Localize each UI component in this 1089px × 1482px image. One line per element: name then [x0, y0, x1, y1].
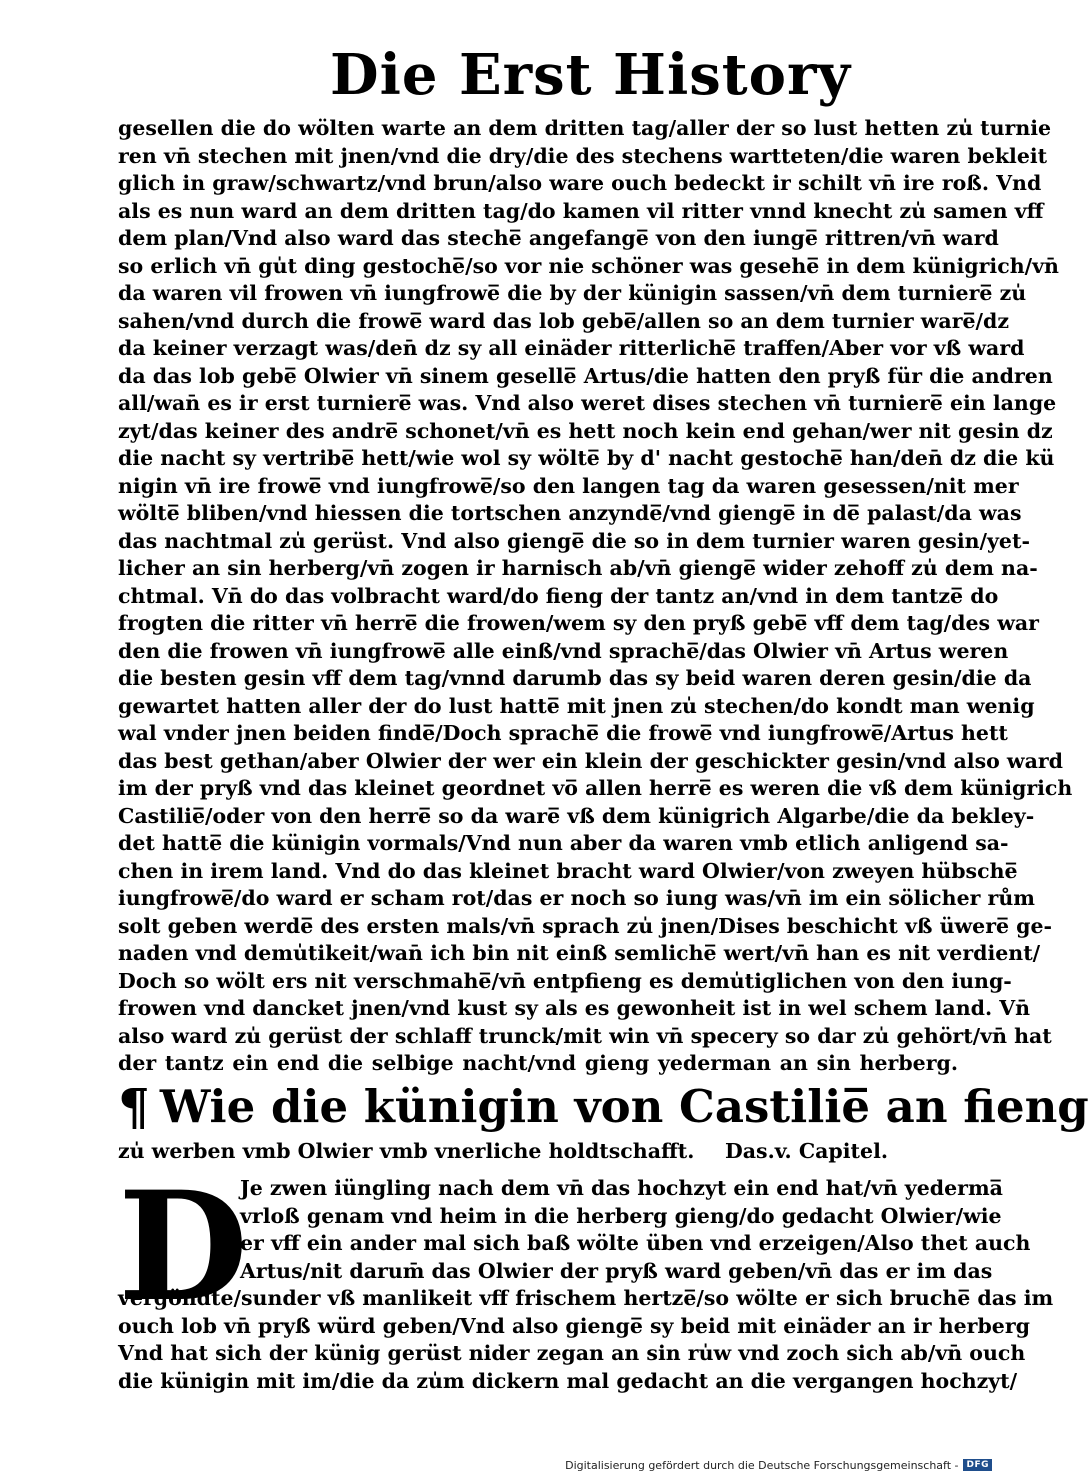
- text-line: so erlich vn̄ gu̍t ding gestoche̅/so vor nie schöner was gesehe̅ in dem künigrich/vn̄: [118, 253, 1059, 278]
- text-line: das nachtmal zu̍ gerüst. Vnd also gienge̅ die so in dem turnier waren gesin/yet-: [118, 528, 1030, 553]
- body-text: [118, 115, 1073, 1078]
- text-line: glich in graw/schwartz/vnd brun/also ware ouch bedeckt ir schilt vn̄ ire roß. Vnd: [118, 171, 1042, 195]
- text-line: als es nun ward an dem dritten tag/do kamen vil ritter vnnd knecht zu̍ samen vff: [118, 198, 1044, 223]
- text-line: licher an sin herberg/vn̄ zogen ir harnisch ab/vn̄ gienge̅ wider zehoff zu̍ dem na-: [118, 556, 1038, 580]
- text-line: dem plan/Vnd also ward das steche̅ angefange̅ von den iunge̅ rittren/vn̄ ward: [118, 226, 999, 250]
- text-line: frogten die ritter vn̄ herre̅ die frowen/wem sy den pryß gebe̅ vff dem tag/des war: [118, 611, 1039, 635]
- text-line: naden vnd demu̍tikeit/wan̄ ich bin nit einß semliche̅ wert/vn̄ han es nit verdient/: [118, 941, 1041, 965]
- dfg-logo: DFG: [963, 1459, 992, 1471]
- chapter-heading: [118, 1077, 1089, 1166]
- text-line: die nacht sy vertribe̅ hett/wie wol sy wölte̅ by d' nacht gestoche̅ han/den̄ dz die kü: [118, 446, 1055, 470]
- text-line: ren vn̄ stechen mit jnen/vnd die dry/die des stechens wartteten/die waren bekleit: [118, 143, 1048, 168]
- text-line: die künigin mit im/die da zu̍m dickern mal gedacht an die vergangen hochzyt/: [118, 1368, 1018, 1393]
- text-line: da waren vil frowen vn̄ iungfrowe̅ die by der künigin sassen/vn̄ dem turniere̅ zu̍: [118, 281, 1027, 305]
- text-line: gesellen die do wölten warte an dem dritten tag/aller der so lust hetten zu̍ turnie: [118, 116, 1052, 140]
- text-line: das best gethan/aber Olwier der wer ein klein der geschickter gesin/vnd also ward: [118, 748, 1063, 773]
- chapter-number: Das.v. Capitel.: [724, 1139, 888, 1163]
- digitization-footer: [565, 1456, 992, 1474]
- text-line: der tantz ein end die selbige nacht/vnd gieng yederman an sin herberg.: [118, 1051, 958, 1075]
- text-line: gewartet hatten aller der do lust hatte̅ mit jnen zu̍ stechen/do kondt man wenig: [118, 693, 1035, 718]
- text-line: wölte̅ bliben/vnd hiessen die tortschen anzynde̅/vnd gienge̅ in de̅ palast/da was: [118, 501, 1022, 525]
- text-line: vrloß genam vnd heim in die herberg gieng/do gedacht Olwier/wie: [240, 1203, 1002, 1228]
- footer-text: Digitalisierung gefördert durch die Deutsche Forschungsgemeinschaft -: [565, 1458, 959, 1472]
- pilcrow-icon: ¶: [118, 1077, 150, 1136]
- text-line: da keiner verzagt was/den̄ dz sy all einäder ritterliche̅ traffen/Aber vor vß ward: [118, 336, 1025, 360]
- text-line: den die frowen vn̄ iungfrowe̅ alle einß/vnd sprache̅/das Olwier vn̄ Artus weren: [118, 638, 1009, 663]
- text-line: frowen vnd dancket jnen/vnd kust sy als es gewonheit ist in wel schem land. Vn̄: [118, 996, 1031, 1020]
- chapter-subtitle-text: zu̍ werben vmb Olwier vmb vnerliche holdtschafft.: [118, 1139, 695, 1163]
- text-line: die besten gesin vff dem tag/vnnd darumb das sy beid waren deren gesin/die da: [118, 666, 1032, 690]
- text-line: chen in irem land. Vnd do das kleinet bracht ward Olwier/von zweyen hübsche̅: [118, 858, 1018, 883]
- chapter-title-text: Wie die künigin von Castilie̅ an fieng: [159, 1080, 1089, 1133]
- text-line: vergöndte/sunder vß manlikeit vff frischem hertze̅/so wölte er sich bruche̅ das im: [118, 1286, 1054, 1310]
- text-line: chtmal. Vn̄ do das volbracht ward/do fieng der tantz an/vnd in dem tantze̅ do: [118, 583, 999, 608]
- running-head: Die Erst History: [330, 42, 852, 108]
- text-line: det hatte̅ die künigin vormals/Vnd nun aber da waren vmb etlich anligend sa-: [118, 831, 1009, 855]
- text-line: wal vnder jnen beiden finde̅/Doch sprache̅ die frowe̅ vnd iungfrowe̅/Artus hett: [118, 721, 1008, 745]
- text-line: da das lob gebe̅ Olwier vn̄ sinem geselle̅ Artus/die hatten den pryß für die andren: [118, 363, 1053, 388]
- text-line: Artus/nit darum̄ das Olwier der pryß ward geben/vn̄ das er im das: [240, 1258, 993, 1283]
- text-line: Doch so wölt ers nit verschmahe̅/vn̄ entpfieng es demu̍tiglichen von den iung-: [118, 968, 1012, 993]
- text-line: im der pryß vnd das kleinet geordnet vo̅ allen herre̅ es weren die vß dem künigrich: [118, 776, 1073, 800]
- text-line: also ward zu̍ gerüst der schlaff trunck/mit win vn̄ specery so dar zu̍ gehört/vn̄ hat: [118, 1023, 1052, 1048]
- text-line: zyt/das keiner des andre̅ schonet/vn̄ es hett noch kein end gehan/wer nit gesin dz: [118, 418, 1053, 443]
- text-line: Je zwen iüngling nach dem vn̄ das hochzyt ein end hat/vn̄ yederma̅: [240, 1176, 1003, 1200]
- text-line: all/wan̄ es ir erst turniere̅ was. Vnd also weret dises stechen vn̄ turniere̅ ein lange: [118, 391, 1057, 415]
- text-line: Castilie̅/oder von den herre̅ so da ware̅ vß dem künigrich Algarbe/die da bekley-: [118, 803, 1035, 828]
- text-line: solt geben werde̅ des ersten mals/vn̄ sprach zu̍ jnen/Dises beschicht vß üwere̅ ge-: [118, 913, 1053, 938]
- drop-cap: D: [118, 1159, 249, 1335]
- text-line: er vff ein ander mal sich baß wölte üben vnd erzeigen/Also thet auch: [240, 1231, 1031, 1255]
- text-line: ouch lob vn̄ pryß würd geben/Vnd also gienge̅ sy beid mit einäder an ir herberg: [118, 1313, 1030, 1338]
- text-line: nigin vn̄ ire frowe̅ vnd iungfrowe̅/so den langen tag da waren gesessen/nit mer: [118, 473, 1019, 498]
- text-line: Vnd hat sich der künig gerüst nider zegan an sin ru̍w vnd zoch sich ab/vn̄ ouch: [118, 1341, 1026, 1365]
- chapter-text: [118, 1159, 1054, 1395]
- text-line: iungfrowe̅/do ward er scham rot/das er noch so iung was/vn̄ im ein sölicher rům: [118, 886, 1035, 910]
- text-line: sahen/vnd durch die frowe̅ ward das lob gebe̅/allen so an dem turnier ware̅/dz: [118, 308, 1010, 333]
- chapter-title: [118, 1077, 1089, 1136]
